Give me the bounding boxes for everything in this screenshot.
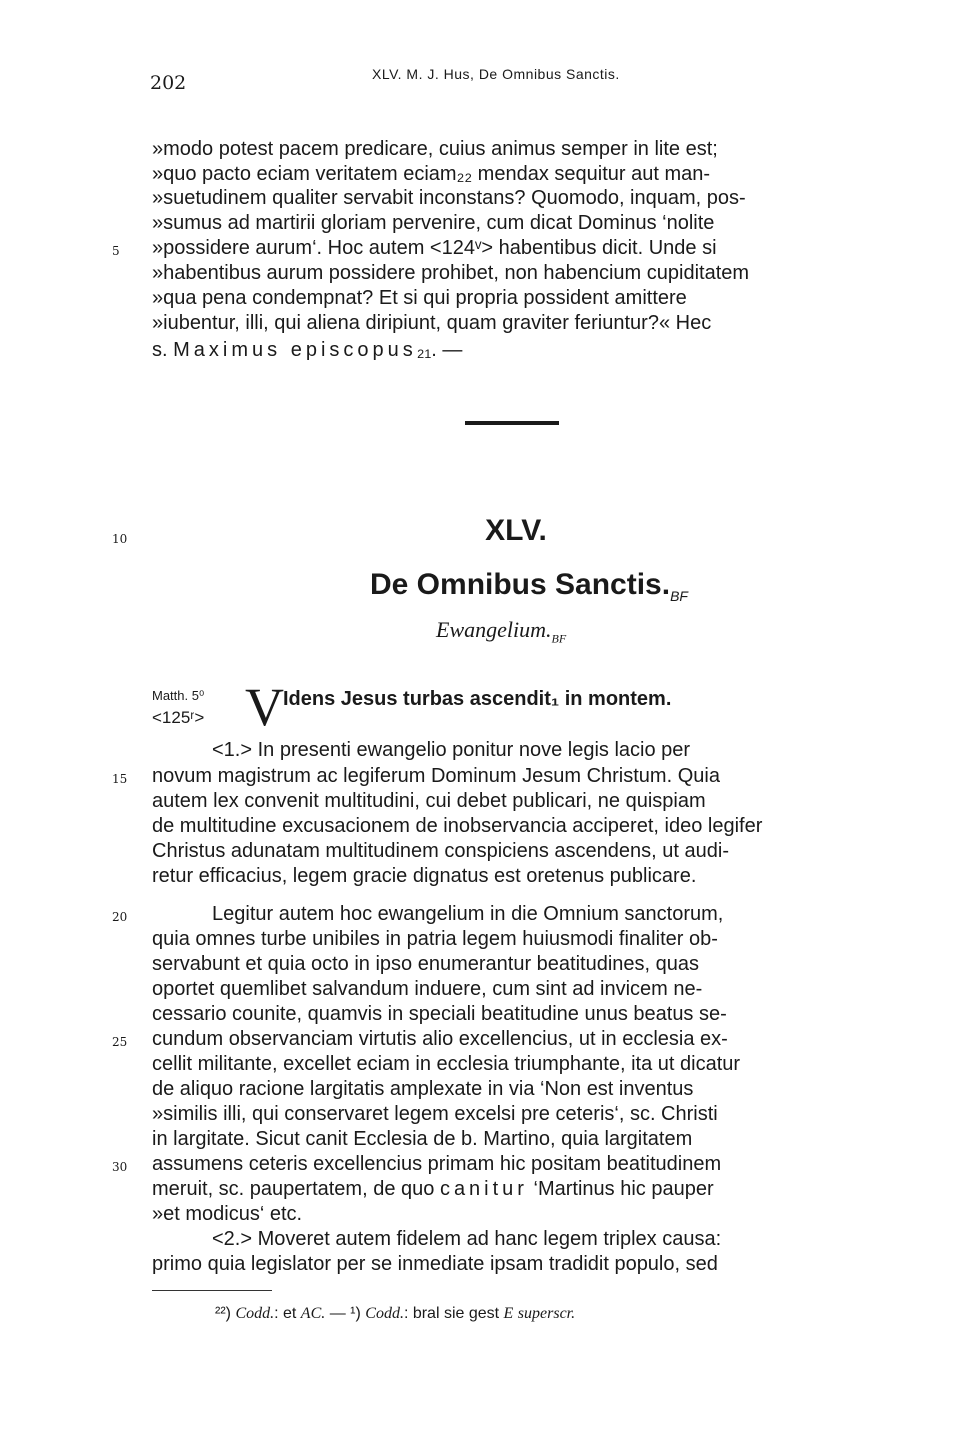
footnote-superscr: superscr. — [517, 1305, 576, 1322]
text-line: autem lex convenit multitudini, cui debet publicari, ne quispiam — [152, 790, 706, 812]
text-fragment: ‘Martinus hic pauper — [533, 1178, 714, 1200]
section-title-sigla: BF — [670, 588, 688, 604]
footnote-codd: Codd. — [365, 1305, 404, 1322]
text-line: Christus adunatam multitudinem conspiciens ascendens, ut audi- — [152, 840, 729, 862]
footnote-text: : bral sie gest — [403, 1305, 500, 1322]
text-line: »habentibus aurum possidere prohibet, non habencium cupiditatem — [152, 262, 750, 284]
section-divider — [465, 421, 559, 425]
margin-reference: Matth. 5⁰ — [152, 688, 205, 703]
footnote-codd: Codd. — [235, 1305, 275, 1322]
text-line: primo quia legislator per se inmediate ipsam tradidit populo, sed — [152, 1253, 718, 1275]
text-fragment: ₂₁. — — [416, 339, 463, 361]
text-line: de aliquo racione largitatis amplexate in via ‘Non est inventus — [152, 1078, 694, 1100]
drop-initial: V — [245, 677, 284, 737]
text-line: in largitate. Sicut canit Ecclesia de b. Martino, quia largitatem — [152, 1128, 693, 1150]
footnote-sigla: E — [503, 1305, 514, 1322]
text-line: novum magistrum ac legiferum Dominum Jesum Christum. Quia — [152, 765, 720, 787]
opening-verse: Idens Jesus turbas ascendit₁ in montem. — [283, 688, 672, 710]
text-line: servabunt et quia octo in ipso enumerantur beatitudines, quas — [152, 953, 700, 975]
section-subtitle-text: Ewangelium. — [436, 617, 552, 642]
text-line: »sumus ad martirii gloriam pervenire, cum dicat Dominus ‘nolite — [152, 212, 715, 234]
text-line: oportet quemlibet salvandum induere, cum sint ad invicem ne- — [152, 978, 703, 1000]
footnote-sigla: AC. — [300, 1305, 326, 1322]
text-line: »et modicus‘ etc. — [152, 1203, 303, 1225]
text-line: de multitudine excusacionem de inobservancia acciperet, ideo legifer — [152, 815, 763, 837]
text-line: assumens ceteris excellencius primam hic positam beatitudinem — [152, 1153, 722, 1175]
text-line: cellit militante, excellet eciam in ecclesia triumphante, ita ut dicatur — [152, 1053, 741, 1075]
page-number: 202 — [150, 72, 187, 94]
line-number: 20 — [112, 910, 128, 924]
section-title — [370, 568, 688, 604]
footnote — [215, 1305, 575, 1323]
text-line: »iubentur, illi, qui aliena diripiunt, quam graviter feriuntur?« Hec — [152, 312, 712, 334]
footnote-mark: ¹) — [350, 1305, 361, 1322]
text-line: »qua pena condempnat? Et si qui propria possident amittere — [152, 287, 687, 309]
section-title-text: De Omnibus Sanctis. — [370, 568, 671, 601]
text-fragment: s. — [152, 339, 174, 361]
footnote-rule — [152, 1290, 272, 1291]
text-line: »modo potest pacem predicare, cuius animus semper in lite est; — [152, 138, 718, 160]
text-line — [152, 338, 882, 362]
text-line: <1.> In presenti ewangelio ponitur nove legis lacio per — [212, 739, 691, 761]
footnote-dash: — — [329, 1305, 346, 1322]
line-number: 15 — [112, 772, 128, 786]
text-line: retur efficacius, legem gracie dignatus est oretenus publicare. — [152, 865, 697, 887]
section-subtitle-sigla: BF — [551, 631, 567, 646]
text-line: cessario counite, quamvis in speciali beatitudine unus beatus se- — [152, 1003, 727, 1025]
line-number: 5 — [112, 244, 120, 258]
spaced-name: Maximus episcopus — [173, 339, 417, 361]
footnote-mark: ²²) — [215, 1305, 231, 1322]
text-line: »suetudinem qualiter servabit inconstans? Quomodo, inquam, pos- — [152, 187, 746, 209]
line-number: 10 — [112, 532, 128, 546]
running-title: XLV. M. J. Hus, De Omnibus Sanctis. — [372, 66, 620, 82]
line-number: 25 — [112, 1035, 128, 1049]
section-number: XLV. — [485, 514, 547, 547]
text-line: »quo pacto eciam veritatem eciam₂₂ mendax sequitur aut man- — [152, 163, 711, 185]
section-subtitle — [436, 617, 566, 646]
text-line: cundum observanciam virtutis alio excellencius, ut in ecclesia ex- — [152, 1028, 728, 1050]
text-line: »similis illi, qui conservaret legem excelsi pre ceteris‘, sc. Christi — [152, 1103, 718, 1125]
text-line — [152, 1177, 882, 1201]
text-line: quia omnes turbe unibiles in patria legem huiusmodi finaliter ob- — [152, 928, 718, 950]
text-line: <2.> Moveret autem fidelem ad hanc legem triplex causa: — [212, 1228, 722, 1250]
text-line: »possidere aurum‘. Hoc autem <124ᵛ> habentibus dicit. Unde si — [152, 237, 717, 259]
folio-marker: <125ʳ> — [152, 708, 205, 727]
text-fragment: meruit, sc. paupertatem, de quo — [152, 1178, 435, 1200]
footnote-text: : et — [274, 1305, 297, 1322]
spaced-word: canitur — [439, 1178, 528, 1200]
line-number: 30 — [112, 1160, 128, 1174]
text-line: Legitur autem hoc ewangelium in die Omnium sanctorum, — [212, 903, 724, 925]
